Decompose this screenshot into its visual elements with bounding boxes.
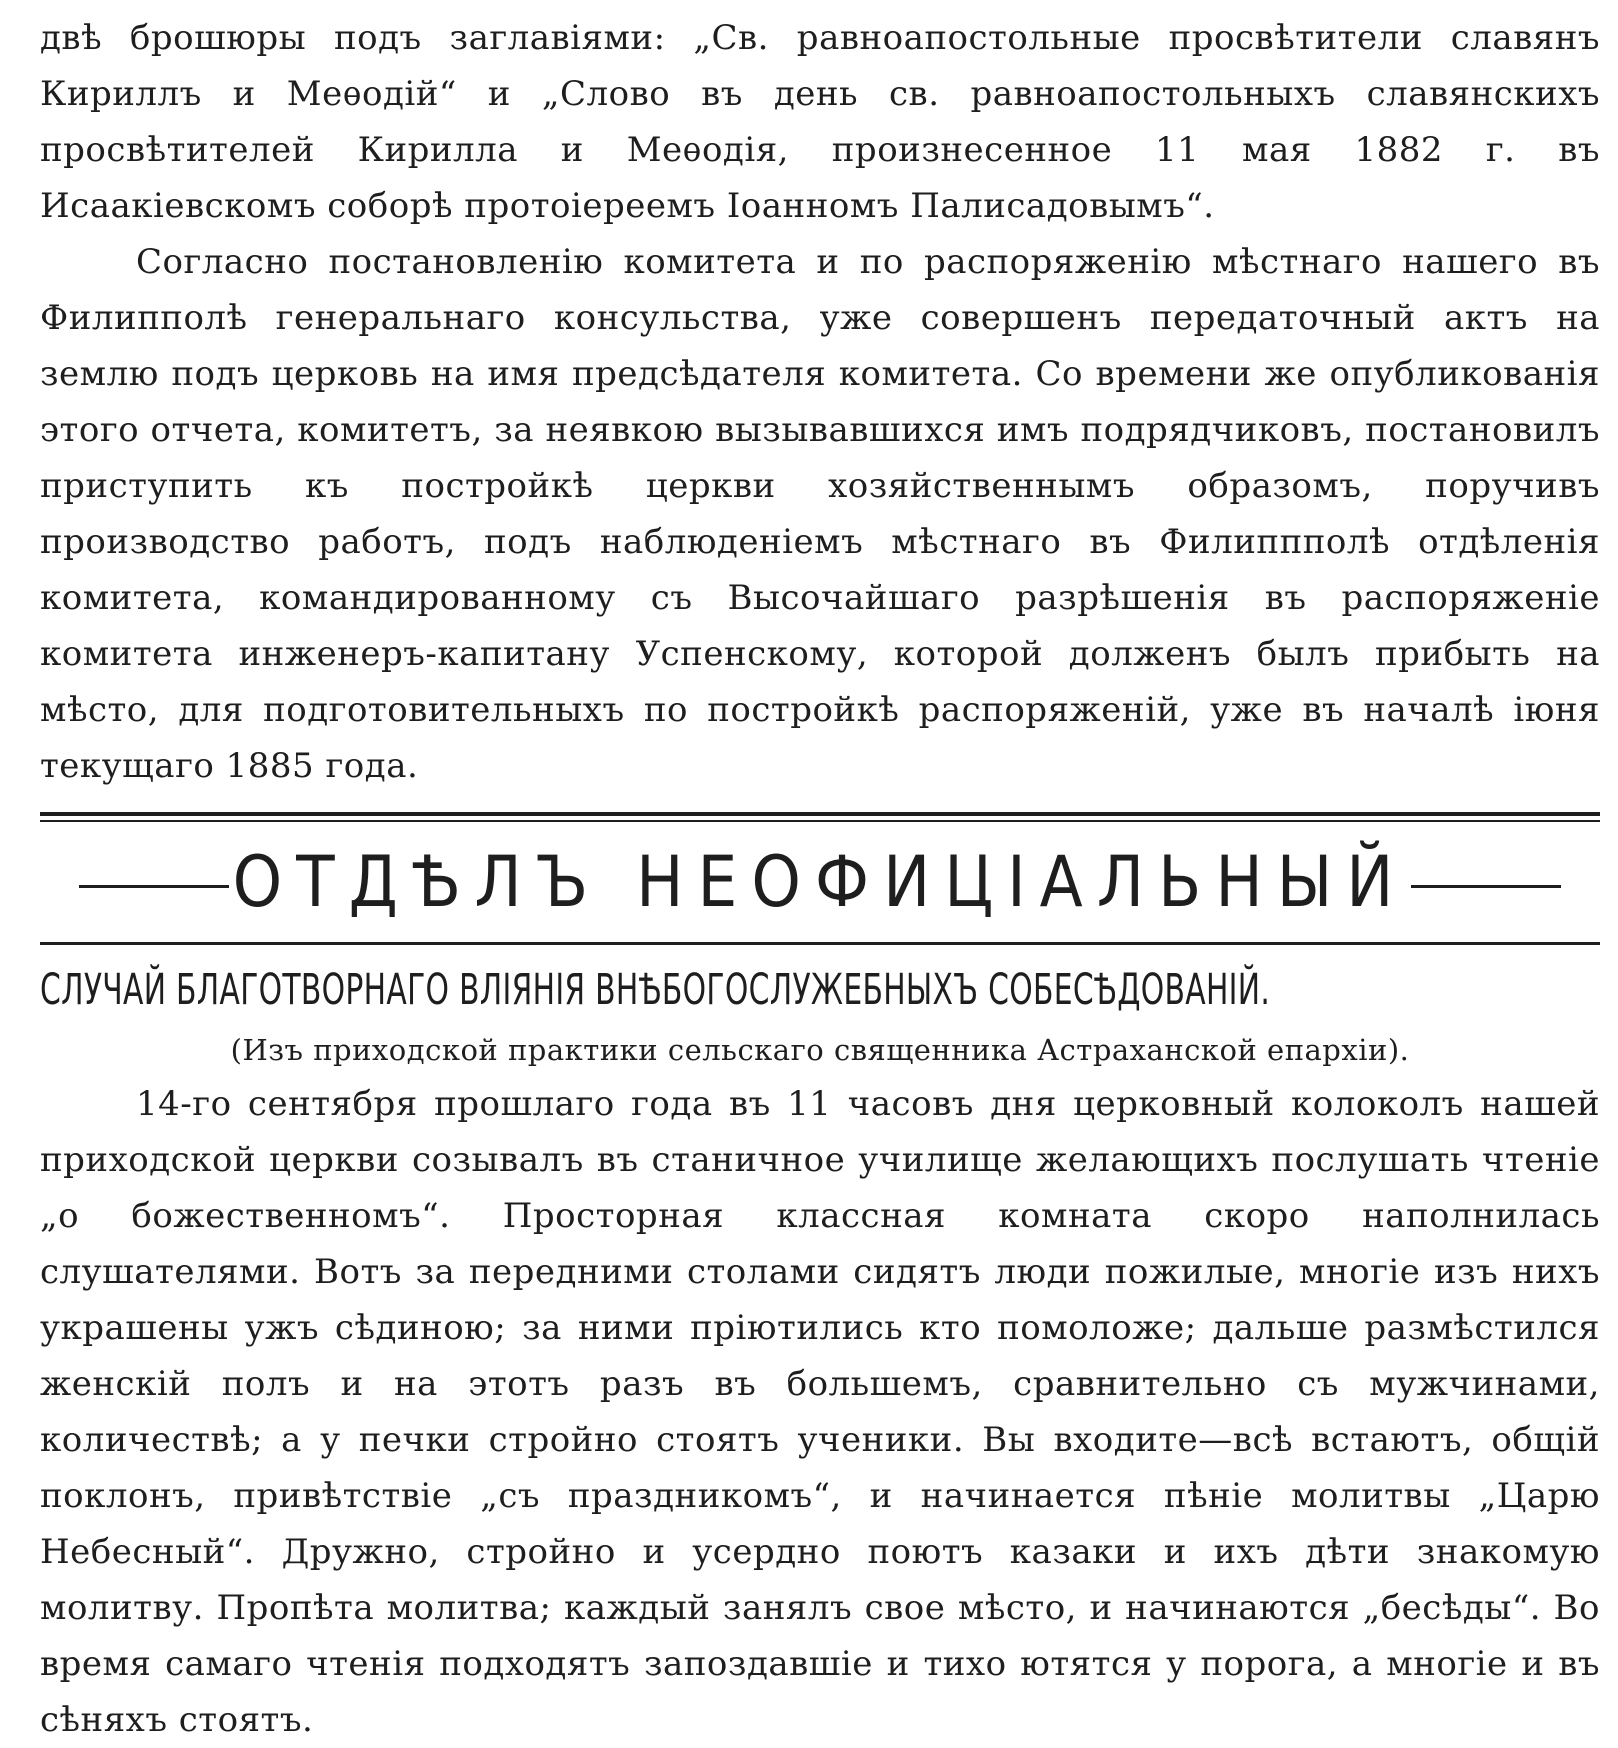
article-paragraph: 14-го сентября прошлаго года въ 11 часовъ дня церковный колоколъ нашей приходской церкви созывалъ въ станичное училище желающихъ послушать чтеніе „о божественномъ“. Просторная классная комната скоро наполнилась слушателями. Вотъ за передними столами сидятъ люди пожилые, многіе изъ нихъ украшены ужъ сѣдиною; за ними пріютились кто помоложе; дальше размѣстился женскій полъ и на этотъ разъ въ большемъ, сравнительно съ мужчинами, количествѣ; а у печки стройно стоятъ ученики. Вы входите—всѣ встаютъ, общій поклонъ, привѣтствіе „съ праздникомъ“, и начинается пѣніе молитвы „Царю Небесный“. Дружно, стройно и усердно поютъ казаки и ихъ дѣти знакомую молитву. Пропѣта молитва; каждый занялъ свое мѣсто, и начинаются „бесѣды“. Во время самаго чтенія подходятъ запоздавшіе и тихо ютятся у порога, а многіе и въ сѣняхъ стоятъ. (40, 1084, 1600, 1740)
section-rule-top-thick (40, 812, 1600, 816)
article-title: СЛУЧАЙ БЛАГОТВОРНАГО ВЛІЯНІЯ ВНѢБОГОСЛУЖЕБНЫХЪ СОБЕСѢДОВАНІЙ. (40, 965, 1271, 1015)
article-body (40, 1076, 1600, 1748)
section-rule-top-thin (40, 820, 1600, 822)
top-text-block (40, 10, 1600, 794)
heading-dash-right (1411, 885, 1561, 888)
top-paragraph-continuation: двѣ брошюры подъ заглавіями: „Св. равноапостольные просвѣтители славянъ Кириллъ и Меѳодій“ и „Слово въ день св. равноапостольныхъ славянскихъ просвѣтителей Кирилла и Меѳодія, произнесенное 11 мая 1882 г. въ Исаакіевскомъ соборѣ протоіереемъ Іоанномъ Палисадовымъ“. (40, 18, 1600, 226)
heading-dash-left (79, 885, 229, 888)
top-paragraph-church-construction: Согласно постановленію комитета и по распоряженію мѣстнаго нашего въ Филипполѣ генеральнаго консульства, уже совершенъ передаточный актъ на землю подъ церковь на имя предсѣдателя комитета. Со времени же опубликованія этого отчета, комитетъ, за неявкою вызывавшихся имъ подрядчиковъ, постановилъ приступить къ постройкѣ церкви хозяйственнымъ образомъ, поручивъ производство работъ, подъ наблюденіемъ мѣстнаго въ Филиппполѣ отдѣленія комитета, командированному съ Высочайшаго разрѣшенія въ распоряженіе комитета инженеръ-капитану Успенскому, которой долженъ былъ прибыть на мѣсто, для подготовительныхъ по постройкѣ распоряженій, уже въ началѣ іюня текущаго 1885 года. (40, 242, 1600, 786)
section-heading-text: ОТДѢЛЪ НЕОФИЦІАЛЬНЫЙ (232, 841, 1408, 923)
section-rule-bottom (40, 942, 1600, 945)
section-heading (40, 832, 1600, 932)
article-subtitle: (Изъ приходской практики сельскаго священника Астраханской епархіи). (230, 1033, 1410, 1067)
